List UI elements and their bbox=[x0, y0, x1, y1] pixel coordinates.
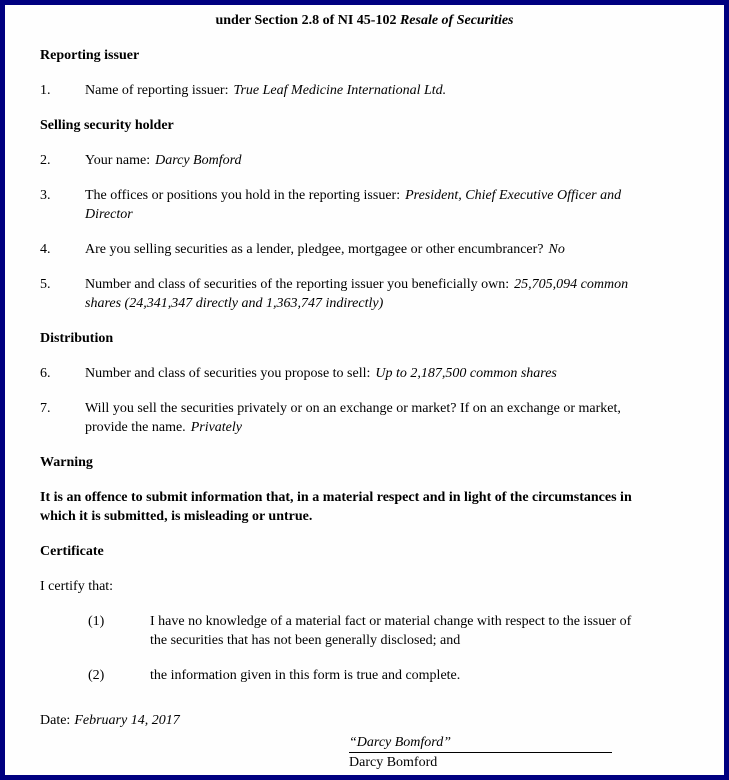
item-answer: True Leaf Medicine International Ltd. bbox=[233, 83, 447, 98]
item-question: Number and class of securities of the reporting issuer you beneficially own: bbox=[85, 277, 510, 292]
form-item-3 bbox=[40, 186, 689, 224]
certificate-item-text: the information given in this form is true and complete. bbox=[150, 668, 461, 683]
form-item-4 bbox=[40, 240, 689, 259]
item-answer: Up to 2,187,500 common shares bbox=[375, 366, 557, 381]
item-answer: Privately bbox=[190, 420, 242, 435]
item-number: 5. bbox=[40, 277, 51, 292]
form-item-7 bbox=[40, 399, 689, 437]
document-title bbox=[40, 11, 689, 30]
certificate-item-text: I have no knowledge of a material fact or material change with respect to the issuer of the securities that has not been generally disclosed; and bbox=[150, 614, 632, 648]
document-title-text: under Section 2.8 of NI 45-102 bbox=[215, 13, 397, 28]
date-value: February 14, 2017 bbox=[74, 713, 180, 728]
item-question: The offices or positions you hold in the reporting issuer: bbox=[85, 188, 401, 203]
warning-text: It is an offence to submit information that, in a material respect and in light of the circumstances in which it is submitted, is misleading or untrue. bbox=[40, 490, 632, 524]
item-question: Are you selling securities as a lender, pledgee, mortgagee or other encumbrancer? bbox=[85, 242, 544, 257]
form-item-5 bbox=[40, 275, 689, 313]
item-number: (1) bbox=[88, 614, 105, 629]
section-heading-warning: Warning bbox=[40, 455, 93, 470]
item-question: Number and class of securities you propose to sell: bbox=[85, 366, 371, 381]
form-item-2 bbox=[40, 151, 689, 170]
section-heading-selling-security-holder: Selling security holder bbox=[40, 118, 174, 133]
certify-intro: I certify that: bbox=[40, 579, 114, 594]
form-item-6 bbox=[40, 364, 689, 383]
item-question: Will you sell the securities privately or on an exchange or market? If on an exchange or market, provide the name. bbox=[85, 401, 621, 435]
item-number: 2. bbox=[40, 153, 51, 168]
section-heading-certificate: Certificate bbox=[40, 544, 104, 559]
certificate-item-2 bbox=[40, 666, 689, 685]
item-number: 3. bbox=[40, 188, 51, 203]
document-title-italic: Resale of Securities bbox=[399, 13, 514, 28]
date-line bbox=[40, 711, 689, 730]
item-number: (2) bbox=[88, 668, 105, 683]
item-number: 1. bbox=[40, 83, 51, 98]
section-heading-reporting-issuer: Reporting issuer bbox=[40, 48, 140, 63]
item-answer: Darcy Bomford bbox=[155, 153, 242, 168]
signature-line: “Darcy Bomford” bbox=[349, 733, 612, 753]
item-number: 7. bbox=[40, 401, 51, 416]
section-heading-distribution: Distribution bbox=[40, 331, 114, 346]
certificate-item-1 bbox=[40, 612, 689, 650]
item-answer: President, Chief Executive Officer and Director bbox=[85, 188, 622, 222]
signature-block bbox=[349, 733, 689, 772]
item-question: Your name: bbox=[85, 153, 151, 168]
item-number: 4. bbox=[40, 242, 51, 257]
date-label: Date: bbox=[40, 713, 71, 728]
item-number: 6. bbox=[40, 366, 51, 381]
item-answer: No bbox=[548, 242, 565, 257]
form-item-1 bbox=[40, 81, 689, 100]
signatory-name: Darcy Bomford bbox=[349, 755, 438, 770]
item-question: Name of reporting issuer: bbox=[85, 83, 229, 98]
item-answer: 25,705,094 common shares (24,341,347 directly and 1,363,747 indirectly) bbox=[85, 277, 629, 311]
